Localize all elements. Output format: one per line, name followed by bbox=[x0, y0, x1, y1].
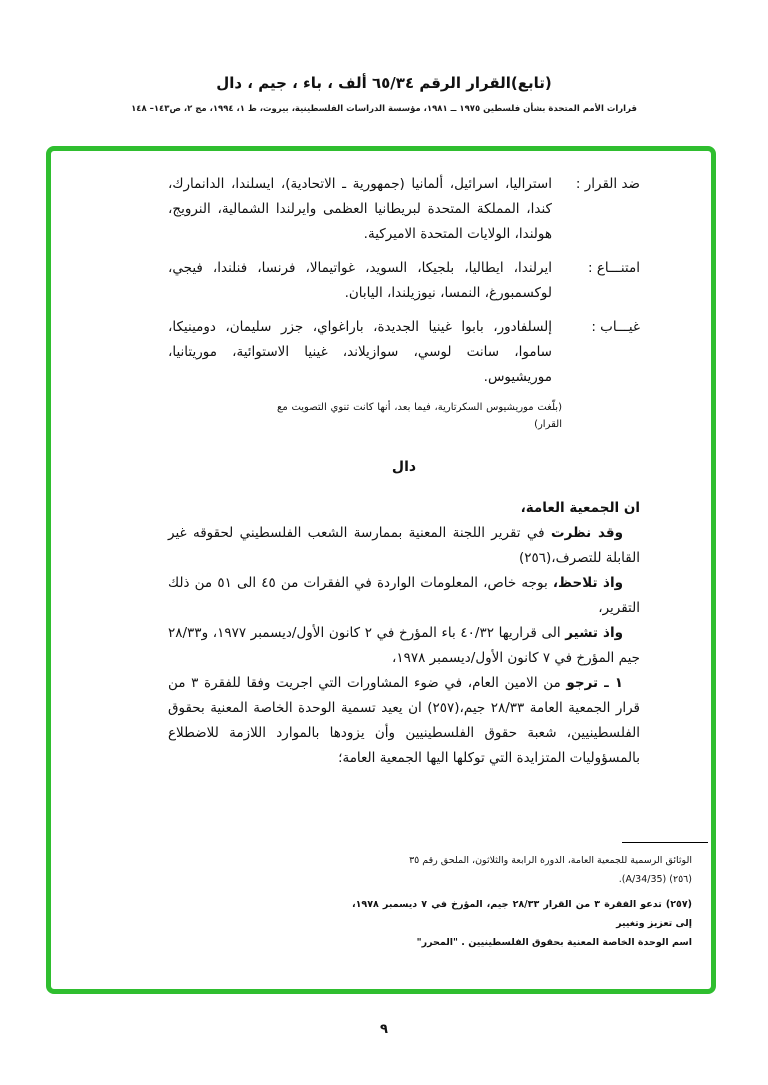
vote-abstain-countries: ايرلندا، ايطاليا، بلجيكا، السويد، غواتيمالا، فرنسا، فنلندا، فيجي، لوكسمبورغ، النمسا، نيوزيلندا، اليابان. bbox=[168, 260, 552, 301]
paragraph-lead: واذ تشير bbox=[565, 625, 623, 641]
page-header bbox=[0, 74, 768, 114]
footnote-line: الوثائق الرسمية للجمعية العامة، الدورة الرابعة والثلاثون، الملحق رقم ٣٥ bbox=[409, 855, 692, 866]
footnote-line: (٢٥٦) (A/34/35). bbox=[618, 874, 692, 885]
paragraph-text: في تقرير اللجنة المعنية بممارسة الشعب الفلسطيني لحقوقه غير القابلة للتصرف،(٢٥٦) bbox=[168, 525, 640, 566]
paragraph-preamble bbox=[168, 496, 640, 521]
secretariat-note: (بلّغت موريشيوس السكرتارية، فيما بعد، أنها كانت تنوي التصويت مع القرار) bbox=[277, 402, 562, 430]
paragraph-noting bbox=[168, 571, 640, 621]
footnote-divider bbox=[622, 842, 708, 843]
paragraph-lead: وقد نظرت bbox=[551, 525, 623, 541]
footnote-256 bbox=[352, 851, 692, 889]
paragraph-text: من الامين العام، في ضوء المشاورات التي اجريت وفقا للفقرة ٣ من قرار الجمعية العامة ٢٨/٣٣ جيم،(٢٥٧) ان يعيد تسمية الوحدة الخاصة المعنية بحقوق الفلسطينيين، شعبة حقوق الفلسطينيين وأن يزودها بالموارد اللازمة للاضطلاع بالمسؤوليات المتزايدة التي توكلها اليها الجمعية العامة؛ bbox=[168, 675, 640, 766]
page-number: ٩ bbox=[380, 1022, 388, 1037]
vote-against-countries: استراليا، اسرائيل، ألمانيا (جمهورية ـ الاتحادية)، ايسلندا، الدانمارك، كندا، المملكة المتحدة لبريطانيا العظمى وايرلندا الشمالية، النرويج، هولندا، الولايات المتحدة الاميركية. bbox=[168, 176, 552, 242]
vote-absent-label: غيـــاب : bbox=[591, 319, 640, 335]
paragraph-text: بوجه خاص، المعلومات الواردة في الفقرات من ٤٥ الى ٥١ من ذلك التقرير، bbox=[168, 575, 640, 616]
document-body bbox=[168, 172, 640, 771]
resolution-title: (تابع)القرار الرقم ٦٥/٣٤ ألف ، باء ، جيم ، دال bbox=[216, 74, 552, 92]
paragraph-lead: واذ تلاحظ، bbox=[552, 575, 624, 591]
vote-abstain-label: امتنـــاع : bbox=[587, 260, 640, 276]
vote-against-row bbox=[168, 172, 640, 247]
vote-abstain-row bbox=[168, 256, 640, 306]
footnote-line: اسم الوحدة الخاصة المعنية بحقوق الفلسطينيين . "المحرر" bbox=[416, 937, 692, 948]
paragraph-recalling bbox=[168, 621, 640, 671]
paragraph-lead: ان الجمعية العامة، bbox=[520, 500, 640, 516]
vote-absent-row bbox=[168, 315, 640, 390]
section-heading-dal: دال bbox=[391, 459, 417, 475]
footnotes-section bbox=[352, 842, 692, 958]
paragraph-considered-report bbox=[168, 521, 640, 571]
source-citation: قرارات الأمم المتحدة بشأن فلسطين ١٩٧٥ ــ ١٩٨١، مؤسسة الدراسات الفلسطينية، بيروت، ط ١، ١٩٩٤، مج ٢، ص١٤٣– ١٤٨ bbox=[131, 104, 637, 114]
footnote-257 bbox=[352, 895, 692, 952]
vote-absent-countries: إلسلفادور، بابوا غينيا الجديدة، باراغواي، جزر سليمان، دومينيكا، ساموا، سانت لوسي، سوازيلاند، غينيا الاستوائية، موريتانيا، موريشيوس. bbox=[168, 319, 552, 385]
vote-against-label: ضد القرار : bbox=[575, 176, 640, 192]
footnote-line: (٢٥٧) تدعو الفقرة ٣ من القرار ٢٨/٣٣ جيم، المؤرخ في ٧ ديسمبر ١٩٧٨، إلى تعزيز وتغيير bbox=[352, 899, 692, 929]
paragraph-operative-1 bbox=[168, 671, 640, 771]
paragraph-lead: ١ ـ ترجو bbox=[566, 675, 623, 691]
paragraph-text: الى قراريها ٤٠/٣٢ باء المؤرخ في ٢ كانون الأول/ديسمبر ١٩٧٧، و٢٨/٣٣ جيم المؤرخ في ٧ كانون الأول/ديسمبر ١٩٧٨، bbox=[168, 625, 640, 666]
